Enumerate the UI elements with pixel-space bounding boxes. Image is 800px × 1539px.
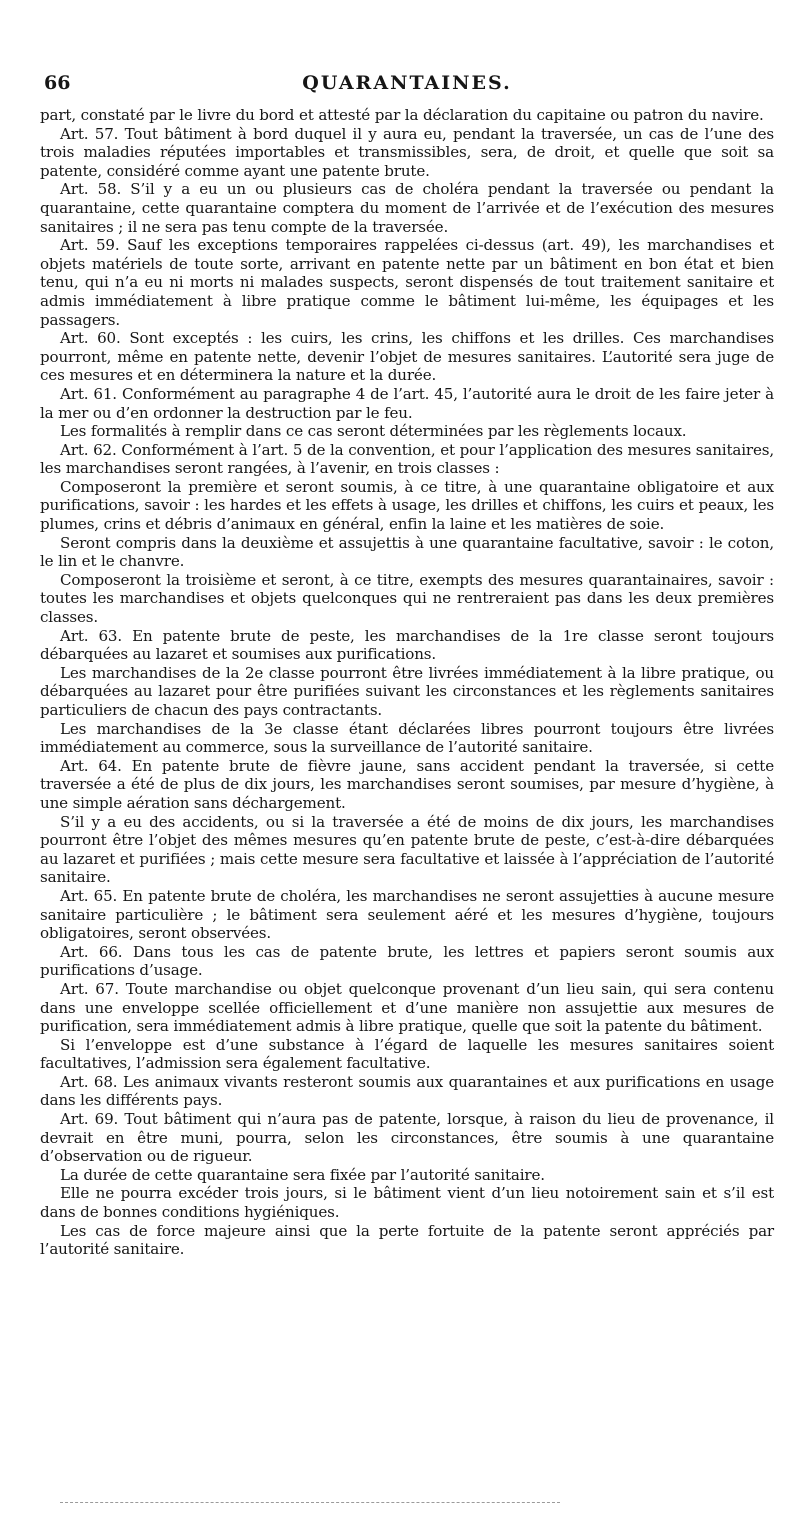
paragraph-art-58: Art. 58. S’il y a eu un ou plusieurs cas de choléra pendant la traversée ou pendant la quarantaine, cette quarantaine comptera du moment de l’arrivée et de l’exécution des mesures sanitaires ; il ne sera pas tenu compte de la traversée. — [40, 180, 774, 236]
paragraph-art-57: Art. 57. Tout bâtiment à bord duquel il y aura eu, pendant la traversée, un cas de l’une des trois maladies réputées importables et transmissibles, sera, de droit, et quelle que soit sa patente, considéré comme ayant une patente brute. — [40, 124, 774, 180]
paragraph-art-69-limit: Elle ne pourra excéder trois jours, si le bâtiment vient d’un lieu notoirement sain et s’il est dans de bonnes conditions hygiéniques. — [40, 1184, 774, 1222]
page-number: 66 — [44, 72, 71, 94]
paragraph-art-69: Art. 69. Tout bâtiment qui n’aura pas de patente, lorsque, à raison du lieu de provenance, il devrait en être muni, pourra, selon les circonstances, être soumis à une quarantaine d’observation ou de rigueur. — [40, 1110, 774, 1166]
paragraph-art-65: Art. 65. En patente brute de choléra, les marchandises ne seront assujetties à aucune mesure sanitaire particulière ; le bâtiment sera seulement aéré et les mesures d’hygiène, toujours obligatoires, seront observées. — [40, 886, 774, 943]
page-header — [40, 72, 774, 106]
paragraph-art-66: Art. 66. Dans tous les cas de patente brute, les lettres et papiers seront soumis aux purifications d’usage. — [40, 942, 774, 980]
paragraph-art-59: Art. 59. Sauf les exceptions temporaires rappelées ci-dessus (art. 49), les marchandises et objets matériels de toute sorte, arrivant en patente nette par un bâtiment en bon état et bien tenu, qui n’a eu ni morts ni malades suspects, seront dispensés de tout traitement sanitaire et admis immédiatement à libre pratique comme le bâtiment lui-même, les équipages et les passagers. — [40, 236, 774, 329]
paragraph-art-69-force-majeure: Les cas de force majeure ainsi que la perte fortuite de la patente seront appréciés par l’autorité sanitaire. — [40, 1221, 774, 1259]
paragraph-art-60: Art. 60. Sont exceptés : les cuirs, les crins, les chiffons et les drilles. Ces marchandises pourront, même en patente nette, devenir l’objet de mesures sanitaires. L’autorité sera juge de ces mesures et en déterminera la nature et la durée. — [40, 329, 774, 385]
paragraph-art-64: Art. 64. En patente brute de fièvre jaune, sans accident pendant la traversée, si cette traversée a été de plus de dix jours, les marchandises seront soumises, par mesure d’hygiène, à une simple aération sans déchargement. — [40, 756, 774, 812]
paragraph-art-67: Art. 67. Toute marchandise ou objet quelconque provenant d’un lieu sain, qui sera contenu dans une enveloppe scellée officiellement et d’une manière non assujettie aux mesures de purification, sera immédiatement admis à libre pratique, quelle que soit la patente du bâtiment. — [40, 979, 774, 1036]
paragraph-class-2: Seront compris dans la deuxième et assujettis à une quarantaine facultative, savoir : le coton, le lin et le chanvre. — [40, 533, 774, 571]
paragraph-art-68: Art. 68. Les animaux vivants resteront soumis aux quarantaines et aux purifications en usage dans les différents pays. — [40, 1072, 774, 1110]
paragraph-class-1: Composeront la première et seront soumis, à ce titre, à une quarantaine obligatoire et aux purifications, savoir : les hardes et les effets à usage, les drilles et chiffons, les cuirs et peaux, les plumes, crins et débris d’animaux en général, enfin la laine et les matières de soie. — [40, 477, 774, 534]
paragraph-art-63-class-3: Les marchandises de la 3e classe étant déclarées libres pourront toujours être livrées immédiatement au commerce, sous la surveillance de l’autorité sanitaire. — [40, 719, 774, 757]
paragraph-art-62: Art. 62. Conformément à l’art. 5 de la convention, et pour l’application des mesures sanitaires, les marchandises seront rangées, à l’avenir, en trois classes : — [40, 440, 774, 478]
body-text — [40, 106, 774, 1259]
paragraph-art-61-formalities: Les formalités à remplir dans ce cas seront déterminées par les règlements locaux. — [60, 422, 687, 441]
paragraph-art-63: Art. 63. En patente brute de peste, les marchandises de la 1re classe seront toujours débarquées au lazaret et soumises aux purifications. — [40, 626, 774, 664]
paragraph-art-63-class-2: Les marchandises de la 2e classe pourront être livrées immédiatement à la libre pratique, ou débarquées au lazaret pour être purifiées suivant les circonstances et les règlements sanitaires particuliers de chacun des pays contractants. — [40, 663, 774, 719]
footer-divider — [60, 1502, 560, 1503]
paragraph-art-61: Art. 61. Conformément au paragraphe 4 de l’art. 45, l’autorité aura le droit de les faire jeter à la mer ou d’en ordonner la destruction par le feu. — [40, 384, 774, 422]
paragraph-class-3: Composeront la troisième et seront, à ce titre, exempts des mesures quarantainaires, savoir : toutes les marchandises et objets quelconques qui ne rentreraient pas dans les deux premières classes. — [40, 570, 774, 627]
paragraph-art-69-duration: La durée de cette quarantaine sera fixée par l’autorité sanitaire. — [60, 1165, 545, 1184]
paragraph-art-64-accidents: S’il y a eu des accidents, ou si la traversée a été de moins de dix jours, les marchandises pourront être l’objet des mêmes mesures qu’en patente brute de peste, c’est-à-dire débarquées au lazaret et purifiées ; mais cette mesure sera facultative et laissée à l’appréciation de l’autorité sanitaire. — [40, 812, 774, 887]
paragraph-continuation: part, constaté par le livre du bord et attesté par la déclaration du capitaine ou patron du navire. — [40, 106, 764, 124]
paragraph-art-67-envelope: Si l’enveloppe est d’une substance à l’égard de laquelle les mesures sanitaires soient facultatives, l’admission sera également facultative. — [40, 1035, 774, 1073]
running-title: QUARANTAINES. — [302, 72, 512, 94]
